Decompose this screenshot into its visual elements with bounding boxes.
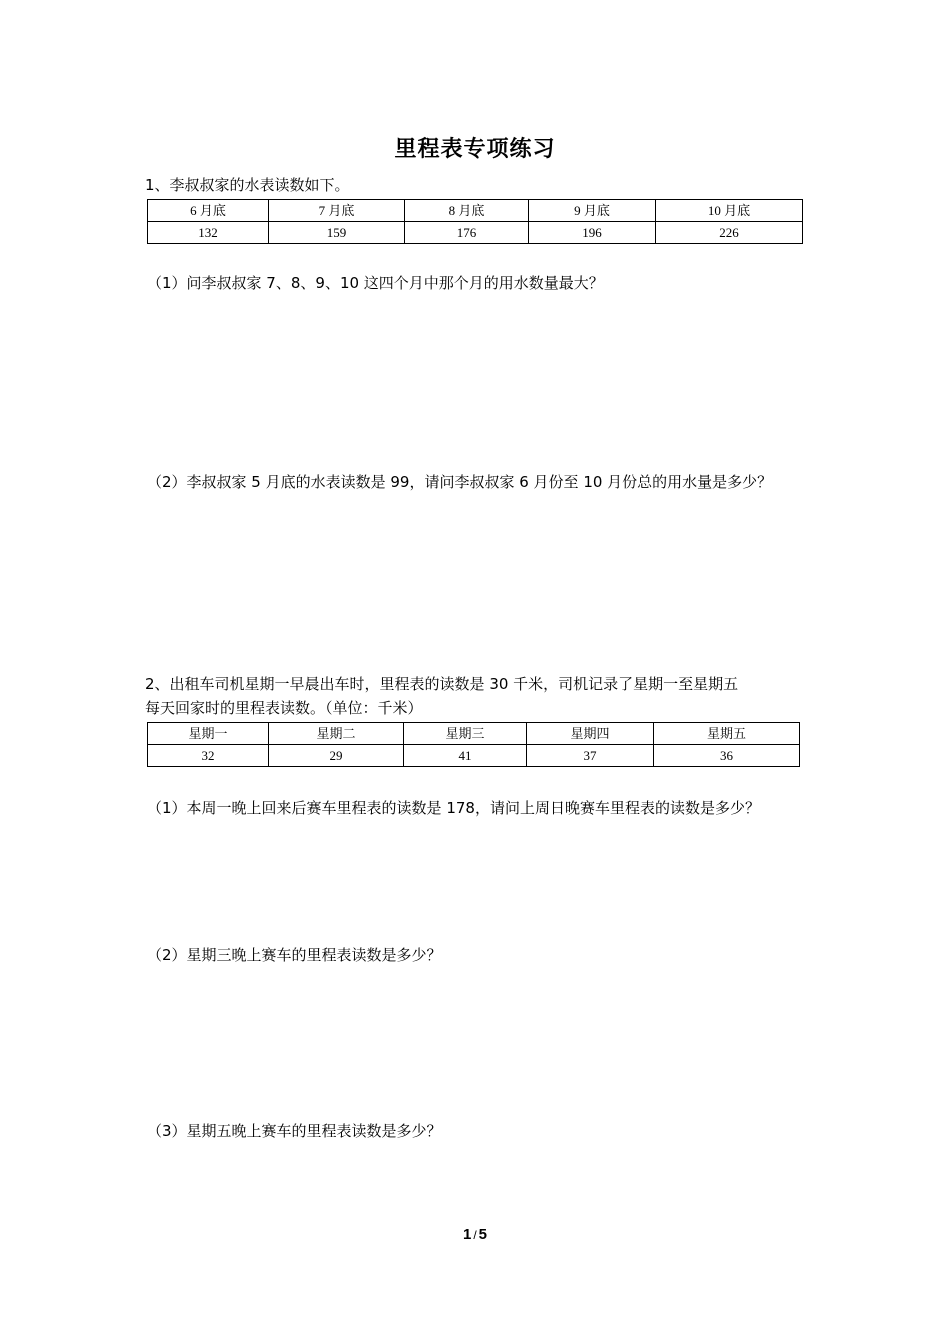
table-cell: 132 — [148, 222, 269, 244]
table-row — [148, 222, 803, 244]
table-cell: 196 — [529, 222, 656, 244]
table-header-cell: 10 月底 — [656, 200, 803, 222]
table-header-cell: 星期一 — [148, 723, 269, 745]
question-1-part-1: （1）问李叔叔家 7、8、9、10 这四个月中那个月的用水数量最大？ — [147, 274, 604, 292]
water-meter-table — [147, 199, 803, 244]
table-cell: 226 — [656, 222, 803, 244]
table-cell: 29 — [269, 745, 404, 767]
current-page: 1 — [462, 1226, 472, 1243]
table-cell: 159 — [269, 222, 405, 244]
table-header-cell: 星期二 — [269, 723, 404, 745]
table-header-row — [148, 200, 803, 222]
table-header-cell: 7 月底 — [269, 200, 405, 222]
question-2-intro-line-1: 2、出租车司机星期一早晨出车时，里程表的读数是 30 千米，司机记录了星期一至星期五 — [145, 675, 739, 693]
question-2-part-1: （1）本周一晚上回来后赛车里程表的读数是 178，请问上周日晚赛车里程表的读数是多少？ — [147, 799, 760, 817]
table-row — [148, 745, 800, 767]
table-cell: 36 — [654, 745, 800, 767]
table-header-cell: 星期五 — [654, 723, 800, 745]
table-cell: 41 — [404, 745, 527, 767]
table-header-cell: 6 月底 — [148, 200, 269, 222]
table-cell: 37 — [527, 745, 654, 767]
table-header-row — [148, 723, 800, 745]
question-1-part-2: （2）李叔叔家 5 月底的水表读数是 99，请问李叔叔家 6 月份至 10 月份总的用水量是多少？ — [147, 473, 773, 491]
table-header-cell: 星期四 — [527, 723, 654, 745]
question-2-part-3: （3）星期五晚上赛车的里程表读数是多少？ — [147, 1122, 442, 1140]
page-title: 里程表专项练习 — [394, 137, 556, 162]
odometer-table — [147, 722, 800, 767]
table-cell: 176 — [405, 222, 529, 244]
question-2-intro-line-2: 每天回家时的里程表读数。（单位：千米） — [145, 699, 423, 717]
table-cell: 32 — [148, 745, 269, 767]
question-2-part-2: （2）星期三晚上赛车的里程表读数是多少？ — [147, 946, 442, 964]
table-header-cell: 星期三 — [404, 723, 527, 745]
question-1-intro: 1、李叔叔家的水表读数如下。 — [145, 176, 350, 194]
page-separator: / — [473, 1228, 477, 1242]
page-number — [0, 1226, 950, 1243]
table-header-cell: 8 月底 — [405, 200, 529, 222]
total-pages: 5 — [478, 1226, 488, 1243]
table-header-cell: 9 月底 — [529, 200, 656, 222]
